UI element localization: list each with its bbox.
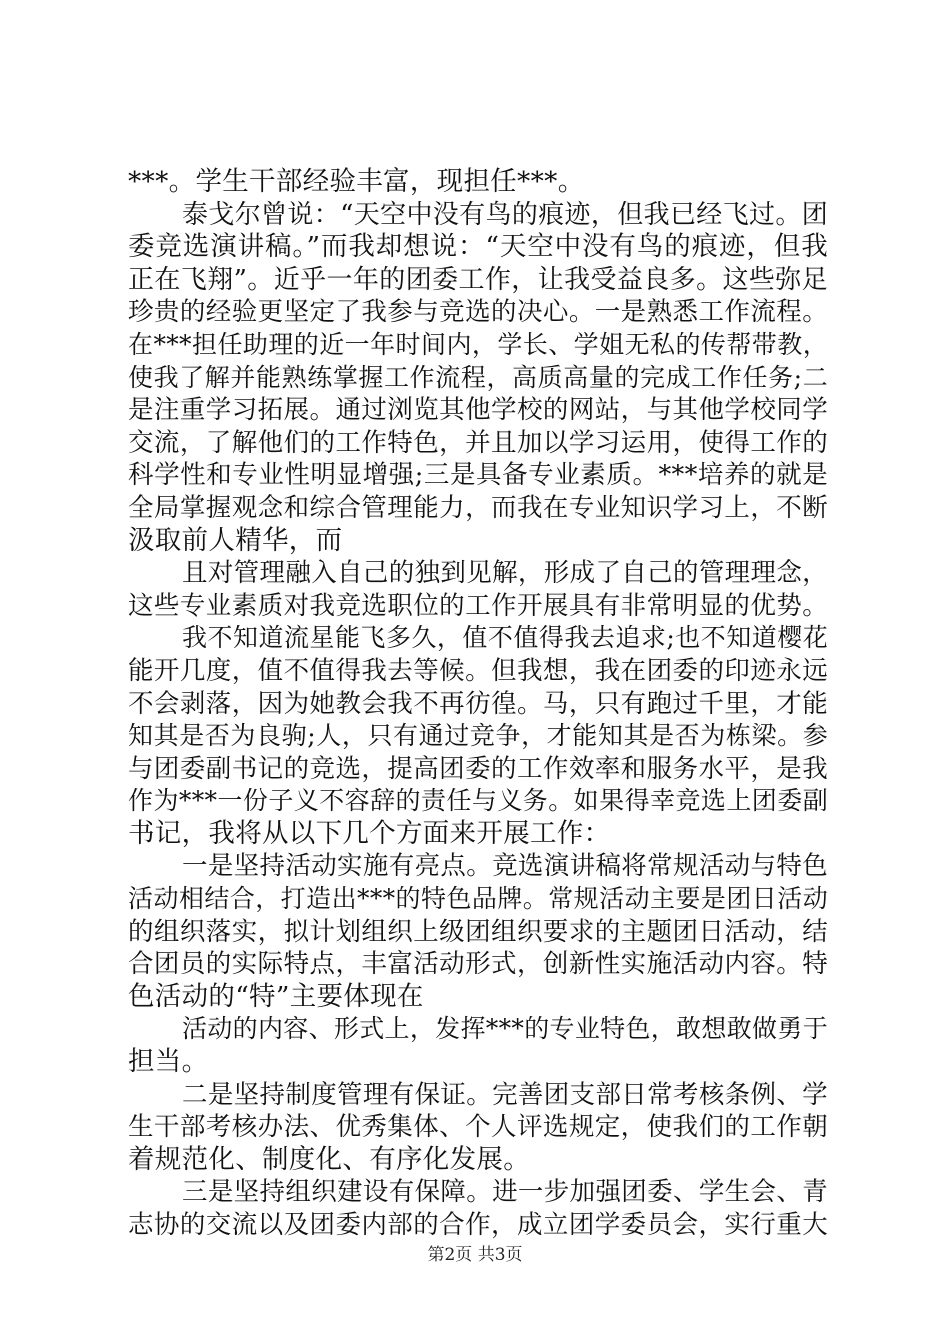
- text-line: 且对管理融入自己的独到见解，形成了自己的管理理念，: [182, 558, 828, 589]
- text-line: 这些专业素质对我竞选职位的工作开展具有非常明显的优势。: [128, 590, 828, 621]
- text-line: 委竞选演讲稿。”而我却想说：“天空中没有鸟的痕迹，但我: [128, 231, 828, 263]
- text-line: 科学性和专业性明显增强;三是具备专业素质。***培养的就是: [128, 460, 828, 491]
- text-line: 活动的内容、形式上，发挥***的专业特色，敢想敢做勇于: [182, 1014, 828, 1044]
- text-line: 在***担任助理的近一年时间内，学长、学姐无私的传帮带教，: [128, 329, 828, 359]
- text-line: 是注重学习拓展。通过浏览其他学校的网站，与其他学校同学: [128, 395, 828, 426]
- text-line: 交流，了解他们的工作特色，并且加以学习运用，使得工作的: [128, 427, 828, 458]
- text-line: 书记，我将从以下几个方面来开展工作：: [128, 817, 611, 849]
- text-line: ***。学生干部经验丰富，现担任***。: [128, 166, 585, 197]
- text-line: 知其是否为良驹;人，只有通过竞争，才能知其是否为栋梁。参: [128, 721, 828, 751]
- text-line: 担当。: [128, 1046, 209, 1078]
- text-line: 能开几度，值不值得我去等候。但我想，我在团委的印迹永远: [128, 655, 828, 686]
- text-line: 一是坚持活动实施有亮点。竞选演讲稿将常规活动与特色: [182, 851, 828, 882]
- text-line: 三是坚持组织建设有保障。进一步加强团委、学生会、青: [182, 1177, 828, 1208]
- text-line: 活动相结合，打造出***的特色品牌。常规活动主要是团日活动: [128, 884, 828, 914]
- text-line: 泰戈尔曾说：“天空中没有鸟的痕迹，但我已经飞过。团: [182, 199, 828, 230]
- text-line: 使我了解并能熟练掌握工作流程，高质高量的完成工作任务;二: [128, 362, 828, 392]
- text-line: 我不知道流星能飞多久，值不值得我去追求;也不知道樱花: [182, 623, 828, 653]
- text-line: 正在飞翔”。近乎一年的团委工作，让我受益良多。这些弥足: [128, 264, 828, 295]
- text-line: 二是坚持制度管理有保证。完善团支部日常考核条例、学: [182, 1079, 828, 1110]
- text-line: 汲取前人精华，而: [128, 524, 343, 556]
- text-line: 珍贵的经验更坚定了我参与竞选的决心。一是熟悉工作流程。: [128, 297, 828, 328]
- text-line: 合团员的实际特点，丰富活动形式，创新性实施活动内容。特: [128, 949, 828, 980]
- text-line: 与团委副书记的竞选，提高团委的工作效率和服务水平，是我: [128, 753, 828, 784]
- text-line: 生干部考核办法、优秀集体、个人评选规定，使我们的工作朝: [128, 1112, 828, 1143]
- document-body: [128, 166, 828, 1242]
- page-number-footer: 第2页 共3页: [427, 1245, 523, 1265]
- text-line: 志协的交流以及团委内部的合作，成立团学委员会，实行重大: [128, 1210, 828, 1240]
- text-line: 的组织落实，拟计划组织上级团组织要求的主题团日活动，结: [128, 916, 828, 947]
- text-line: 不会剥落，因为她教会我不再彷徨。马，只有跑过千里，才能: [128, 688, 828, 719]
- text-line: 色活动的“特”主要体现在: [128, 980, 424, 1012]
- text-line: 全局掌握观念和综合管理能力，而我在专业知识学习上，不断: [128, 492, 828, 523]
- text-line: 作为***一份子义不容辞的责任与义务。如果得幸竞选上团委副: [128, 786, 828, 816]
- text-line: 着规范化、制度化、有序化发展。: [128, 1143, 530, 1175]
